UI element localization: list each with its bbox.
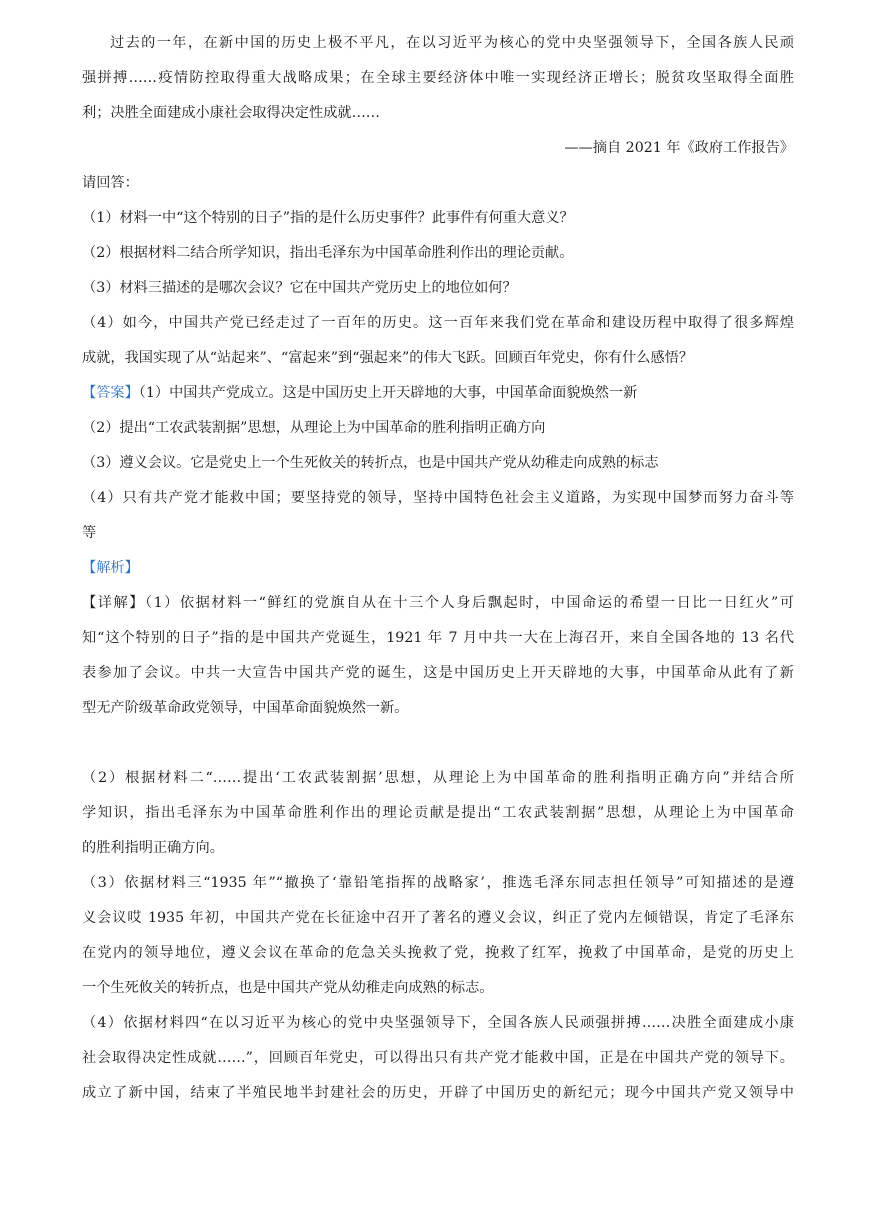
analysis-tag: 【解析】 bbox=[82, 560, 139, 576]
question-item: （2）根据材料二结合所学知识，指出毛泽东为中国革命胜利作出的理论贡献。 bbox=[82, 245, 574, 261]
question-item: （4）如今，中国共产党已经走过了一百年的历史。这一百年来我们党在革命和建设历程中取得了很多辉煌 bbox=[82, 315, 794, 331]
detail-line: 义会议哎 1935 年初，中国共产党在长征途中召开了著名的遵义会议，纠正了党内左倾错误，肯定了毛泽东 bbox=[82, 910, 794, 926]
question-item: （1）材料一中“这个特别的日子”指的是什么历史事件？此事件有何重大意义？ bbox=[82, 210, 574, 226]
detail-text: （1）依据材料一“鲜红的党旗自从在十三个人身后飘起时，中国命运的希望一日比一日红火”可 bbox=[144, 595, 794, 611]
answer-line: （3）遵义会议。它是党史上一个生死攸关的转折点，也是中国共产党从幼稚走向成熟的标志 bbox=[82, 455, 659, 471]
answer-text: （1）中国共产党成立。这是中国历史上开天辟地的大事，中国革命面貌焕然一新 bbox=[138, 385, 638, 401]
material-text-line: 利；决胜全面建成小康社会取得决定性成就…… bbox=[82, 105, 380, 121]
detail-line: 在党内的领导地位，遵义会议在革命的危急关头挽救了党，挽救了红军，挽救了中国革命，是党的历史上 bbox=[82, 945, 794, 961]
detail-line: （4）依据材料四“在以习近平为核心的党中央坚强领导下，全国各族人民顽强拼搏……决胜全面建成小康 bbox=[82, 1015, 794, 1031]
detail-line: （3）依据材料三“1935 年”“撤换了‘靠铅笔指挥的战略家’，推选毛泽东同志担任领导”可知描述的是遵 bbox=[82, 875, 794, 891]
detail-line: 社会取得决定性成就……”，回顾百年党史，可以得出只有共产党才能救中国，正是在中国共产党的领导下。 bbox=[82, 1050, 794, 1066]
detail-first-line bbox=[82, 592, 794, 614]
question-item: （3）材料三描述的是哪次会议？它在中国共产党历史上的地位如何？ bbox=[82, 280, 517, 296]
answer-line: （2）提出“工农武装割据”思想，从理论上为中国革命的胜利指明正确方向 bbox=[82, 420, 546, 436]
detail-line: 学知识，指出毛泽东为中国革命胜利作出的理论贡献是提出“工农武装割据”思想，从理论上为中国革命 bbox=[82, 805, 794, 821]
detail-line: 一个生死攸关的转折点，也是中国共产党从幼稚走向成熟的标志。 bbox=[82, 980, 494, 996]
answer-tag: 【答案】 bbox=[82, 385, 139, 401]
material-text-line: 过去的一年，在新中国的历史上极不平凡，在以习近平为核心的党中央坚强领导下，全国各族人民顽 bbox=[110, 35, 794, 51]
detail-line: 表参加了会议。中共一大宣告中国共产党的诞生，这是中国历史上开天辟地的大事，中国革命从此有了新 bbox=[82, 665, 794, 681]
detail-line: 型无产阶级革命政党领导，中国革命面貌焕然一新。 bbox=[82, 700, 409, 716]
detail-line: 知“这个特别的日子”指的是中国共产党诞生，1921 年 7 月中共一大在上海召开，来自全国各地的 13 名代 bbox=[82, 630, 794, 646]
detail-line: 的胜利指明正确方向。 bbox=[82, 840, 224, 856]
question-prompt: 请回答： bbox=[82, 175, 139, 191]
material-source: ——摘自 2021 年《政府工作报告》 bbox=[564, 140, 794, 156]
material-text-line: 强拼搏……疫情防控取得重大战略成果；在全球主要经济体中唯一实现经济正增长；脱贫攻坚取得全面胜 bbox=[82, 70, 794, 86]
answer-line: （4）只有共产党才能救中国；要坚持党的领导，坚持中国特色社会主义道路，为实现中国梦而努力奋斗等 bbox=[82, 490, 794, 506]
answer-line: 等 bbox=[82, 525, 97, 541]
question-item: 成就，我国实现了从“站起来”、“富起来”到“强起来”的伟大飞跃。回顾百年党史，你有什么感悟？ bbox=[82, 350, 694, 366]
detail-tag: 【详解】 bbox=[82, 595, 145, 611]
answer-first-line bbox=[82, 382, 794, 404]
detail-line: 成立了新中国，结束了半殖民地半封建社会的历史，开辟了中国历史的新纪元；现今中国共产党又领导中 bbox=[82, 1085, 794, 1101]
detail-line: （2）根据材料二“……提出‘工农武装割据’思想，从理论上为中国革命的胜利指明正确方向”并结合所 bbox=[82, 770, 794, 786]
